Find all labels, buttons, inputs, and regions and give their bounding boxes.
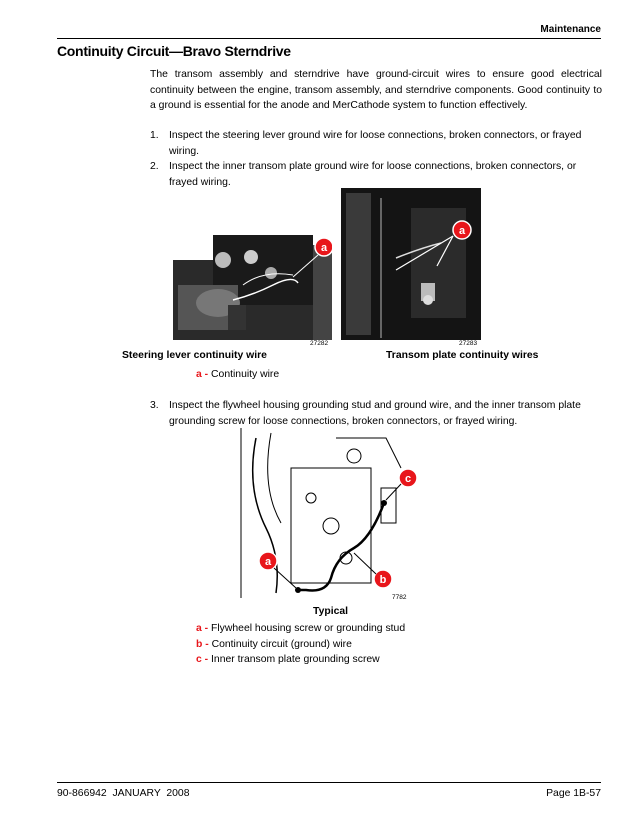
legend-key: c - xyxy=(196,654,209,665)
header-section-label: Maintenance xyxy=(540,24,601,35)
footer-doc-id: 90-866942 JANUARY 2008 xyxy=(57,788,190,799)
callout-a: a xyxy=(458,225,466,237)
caption-transom-plate: Transom plate continuity wires xyxy=(386,350,539,361)
legend-text: Inner transom plate grounding screw xyxy=(211,654,380,665)
step-number: 3. xyxy=(150,400,159,411)
figure-number-left: 27282 xyxy=(310,340,329,347)
legend-text: Continuity circuit (ground) wire xyxy=(211,639,352,650)
caption-steering-lever: Steering lever continuity wire xyxy=(122,350,267,361)
step-text: Inspect the steering lever ground wire for loose connections, broken connectors, or frayed wiring. xyxy=(169,130,582,157)
legend-key: a - xyxy=(196,623,209,634)
footer-page-number: Page 1B-57 xyxy=(546,788,601,799)
step-text: Inspect the inner transom plate ground wire for loose connections, broken connectors, or frayed wiring. xyxy=(169,161,577,188)
callout-b: b xyxy=(379,574,387,586)
legend-key: a - xyxy=(196,369,209,380)
step-number: 2. xyxy=(150,161,159,172)
legend-item xyxy=(196,369,279,380)
legend-text: Flywheel housing screw or grounding stud xyxy=(211,623,406,634)
flywheel-housing-drawing xyxy=(236,428,418,600)
legend-item xyxy=(196,639,352,650)
legend-key: b - xyxy=(196,639,209,650)
callout-a: a xyxy=(264,556,272,568)
steering-lever-photo xyxy=(173,225,332,340)
callout-a: a xyxy=(320,242,328,254)
step-text: Inspect the flywheel housing grounding stud and ground wire, and the inner transom plate grounding screw for loose connections, broken connectors, or frayed wiring. xyxy=(169,400,581,427)
legend-item xyxy=(196,654,380,665)
figure-number-right: 27283 xyxy=(459,340,478,347)
legend-item xyxy=(196,623,405,634)
section-title: Continuity Circuit—Bravo Sterndrive xyxy=(57,43,291,59)
figure-number-typical: 7782 xyxy=(392,594,407,601)
footer-rule xyxy=(57,782,601,783)
caption-typical: Typical xyxy=(313,606,349,617)
callout-c: c xyxy=(404,473,412,485)
transom-plate-photo xyxy=(341,188,481,340)
legend-text: Continuity wire xyxy=(211,369,280,380)
step-number: 1. xyxy=(150,130,159,141)
header-rule xyxy=(57,38,601,39)
intro-paragraph: The transom assembly and sterndrive have ground-circuit wires to ensure good electrical continuity between the engine, transom assembly, and sterndrive components. Good continuity to a ground is essential for the anode and MerCathode system to function effectively. xyxy=(150,69,602,111)
